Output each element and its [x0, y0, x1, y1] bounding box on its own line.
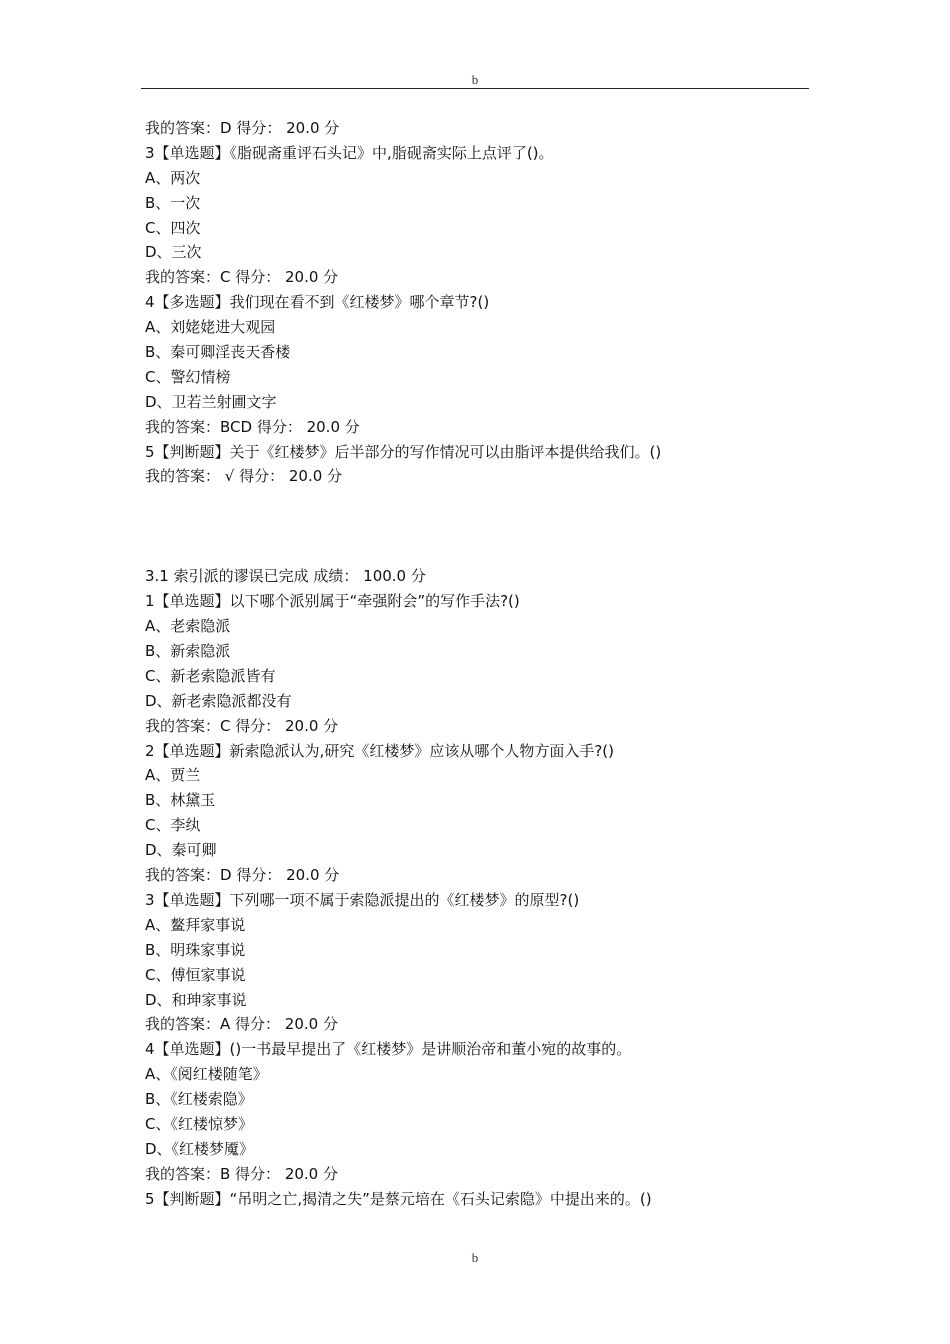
text-line: C、李纨 [145, 816, 201, 835]
text-line: 4【多选题】我们现在看不到《红楼梦》哪个章节?() [145, 293, 490, 312]
header-rule [141, 88, 809, 89]
text-line: C、警幻情榜 [145, 367, 231, 386]
quiz-block-previous [145, 116, 810, 489]
text-line: 3【单选题】下列哪一项不属于索隐派提出的《红楼梦》的原型?() [145, 890, 580, 909]
text-line: C、新老索隐派皆有 [145, 666, 276, 685]
text-line: 2【单选题】新索隐派认为,研究《红楼梦》应该从哪个人物方面入手?() [145, 741, 614, 760]
text-line: A、鳌拜家事说 [145, 915, 246, 934]
text-line: C、《红楼惊梦》 [145, 1114, 253, 1133]
text-line: 我的答案：C 得分： 20.0 分 [145, 716, 339, 735]
document-body [145, 116, 810, 1212]
text-line: A、老索隐派 [145, 617, 231, 636]
text-line: D、卫若兰射圃文字 [145, 392, 277, 411]
quiz-block-section-3-1 [145, 564, 810, 1211]
text-line: B、《红楼索隐》 [145, 1090, 253, 1109]
text-line: 我的答案：D 得分： 20.0 分 [145, 119, 340, 137]
text-line: 3【单选题】《脂砚斋重评石头记》中,脂砚斋实际上点评了()。 [145, 143, 554, 162]
text-line: 我的答案：D 得分： 20.0 分 [145, 866, 340, 885]
page-footer-mark: b [471, 1250, 479, 1265]
text-line: B、秦可卿淫丧天香楼 [145, 343, 291, 362]
text-line: 5【判断题】“吊明之亡,揭清之失”是蔡元培在《石头记索隐》中提出来的。() [145, 1189, 652, 1208]
text-line: 4【单选题】()一书最早提出了《红楼梦》是讲顺治帝和董小宛的故事的。 [145, 1040, 632, 1059]
text-line: D、秦可卿 [145, 841, 217, 860]
text-line: D、新老索隐派都没有 [145, 691, 292, 710]
text-line: 我的答案：C 得分： 20.0 分 [145, 268, 339, 287]
text-line: A、刘姥姥进大观园 [145, 318, 276, 337]
text-line: 我的答案：BCD 得分： 20.0 分 [145, 417, 360, 436]
text-line: B、林黛玉 [145, 791, 216, 810]
page-header-mark: b [471, 72, 479, 87]
text-line: C、傅恒家事说 [145, 965, 246, 984]
text-line: 我的答案：B 得分： 20.0 分 [145, 1164, 338, 1183]
text-line: 1【单选题】以下哪个派别属于“牵强附会”的写作手法?() [145, 592, 520, 611]
text-line: A、《阅红楼随笔》 [145, 1065, 268, 1084]
text-line: D、《红楼梦魇》 [145, 1139, 255, 1158]
text-line: B、一次 [145, 193, 201, 212]
text-line: C、四次 [145, 218, 201, 237]
text-line: B、新索隐派 [145, 642, 231, 661]
text-line: A、贾兰 [145, 766, 201, 785]
text-line: 3.1 索引派的谬误已完成 成绩： 100.0 分 [145, 567, 426, 586]
text-line: D、三次 [145, 243, 202, 262]
text-line: 我的答案：A 得分： 20.0 分 [145, 1015, 338, 1034]
text-line: D、和珅家事说 [145, 990, 247, 1009]
text-line: 5【判断题】关于《红楼梦》后半部分的写作情况可以由脂评本提供给我们。() [145, 442, 662, 461]
text-line: B、明珠家事说 [145, 940, 246, 959]
section-gap [145, 489, 810, 564]
text-line: A、两次 [145, 168, 201, 187]
text-line: 我的答案： √ 得分： 20.0 分 [145, 467, 343, 486]
